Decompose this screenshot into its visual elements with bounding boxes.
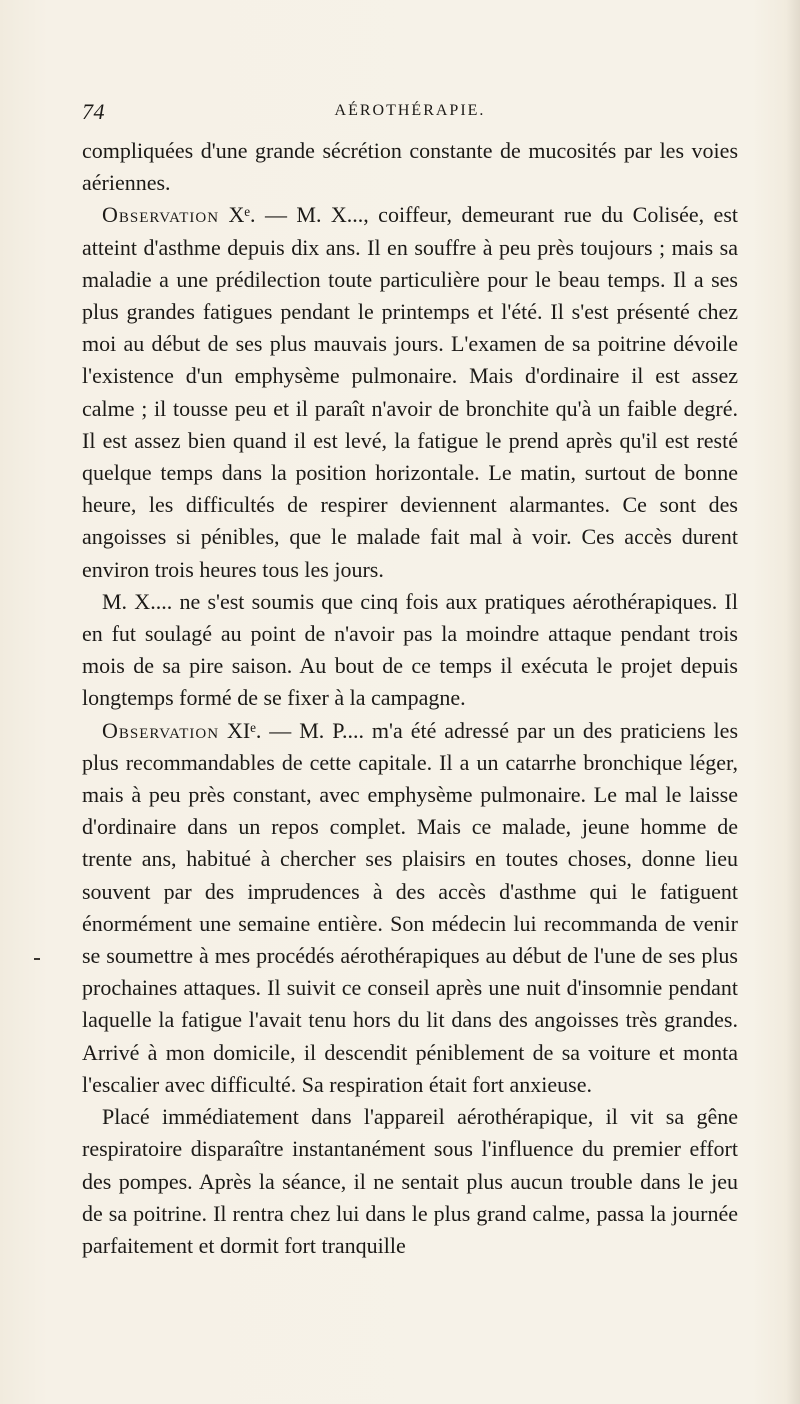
paragraph-continuation [82, 135, 738, 199]
observation-heading: Observation [102, 717, 220, 743]
page-header [82, 99, 738, 129]
running-head: AÉROTHÉRAPIE. [334, 102, 486, 119]
paragraph-observation-x [82, 199, 738, 585]
paragraph-text: Xᵉ. — M. X..., coiffeur, demeurant rue du Colisée, est atteint d'asthme depuis dix ans. Il en souffre à peu près toujours ; mais sa maladie a une prédilection toute particulière pour le beau temps. Il a ses plus grandes fatigues pendant le printemps et l'été. Il s'est présenté chez moi au début de ses plus mauvais jours. L'examen de sa poitrine dévoile l'existence d'un emphysème pulmonaire. Mais d'ordinaire il est assez calme ; il tousse peu et il paraît n'avoir de bronchite qu'à un faible degré. Il est assez bien quand il est levé, la fatigue le prend après qu'il est resté quelque temps dans la position horizontale. Le matin, surtout de bonne heure, les difficultés de respirer deviennent alarmantes. Ce sont des angoisses si pénibles, que le malade fait mal à voir. Ces accès durent environ trois heures tous les jours. [82, 202, 738, 582]
paragraph-text: M. X.... ne s'est soumis que cinq fois aux pratiques aérothérapiques. Il en fut soulagé au point de n'avoir pas la moindre attaque pendant trois mois de sa pire saison. Au bout de ce temps il exécuta le projet depuis longtemps formé de se fixer à la campagne. [82, 588, 738, 711]
paragraph-observation-xi [82, 715, 738, 1101]
paragraph-text: XIᵉ. — M. P.... m'a été adressé par un des praticiens les plus recommandables de cette capitale. Il a un catarrhe bronchique léger, mais à peu près constant, avec emphysème pulmonaire. Le mal le laisse d'ordinaire dans un repos complet. Mais ce malade, jeune homme de trente ans, habitué à chercher ses plaisirs en toutes choses, donne lieu souvent par des imprudences à des accès d'asthme qui le fatiguent énormément une semaine entière. Son médecin lui recommanda de venir se soumettre à mes procédés aérothérapiques au début de l'une de ses plus prochaines attaques. Il suivit ce conseil après une nuit d'insomnie pendant laquelle la fatigue l'avait tenu hors du lit dans des angoisses très grandes. Arrivé à mon domicile, il descendit péniblement de sa voiture et monta l'escalier avec difficulté. Sa respiration était fort anxieuse. [82, 717, 738, 1097]
observation-heading: Observation [102, 202, 220, 228]
page-number: 74 [82, 99, 105, 124]
scan-mark [34, 958, 40, 960]
paragraph-observation-xi-result [82, 1101, 738, 1262]
body-text [82, 135, 738, 1262]
paragraph-text: compliquées d'une grande sécrétion constante de mucosités par les voies aériennes. [82, 138, 738, 196]
page-edge-shadow [786, 0, 800, 1404]
paragraph-observation-x-result [82, 586, 738, 715]
paragraph-text: Placé immédiatement dans l'appareil aérothérapique, il vit sa gêne respiratoire disparaître instantanément sous l'influence du premier effort des pompes. Après la séance, il ne sentait plus aucun trouble dans le jeu de sa poitrine. Il rentra chez lui dans le plus grand calme, passa la journée parfaitement et dormit fort tranquille [82, 1104, 738, 1258]
